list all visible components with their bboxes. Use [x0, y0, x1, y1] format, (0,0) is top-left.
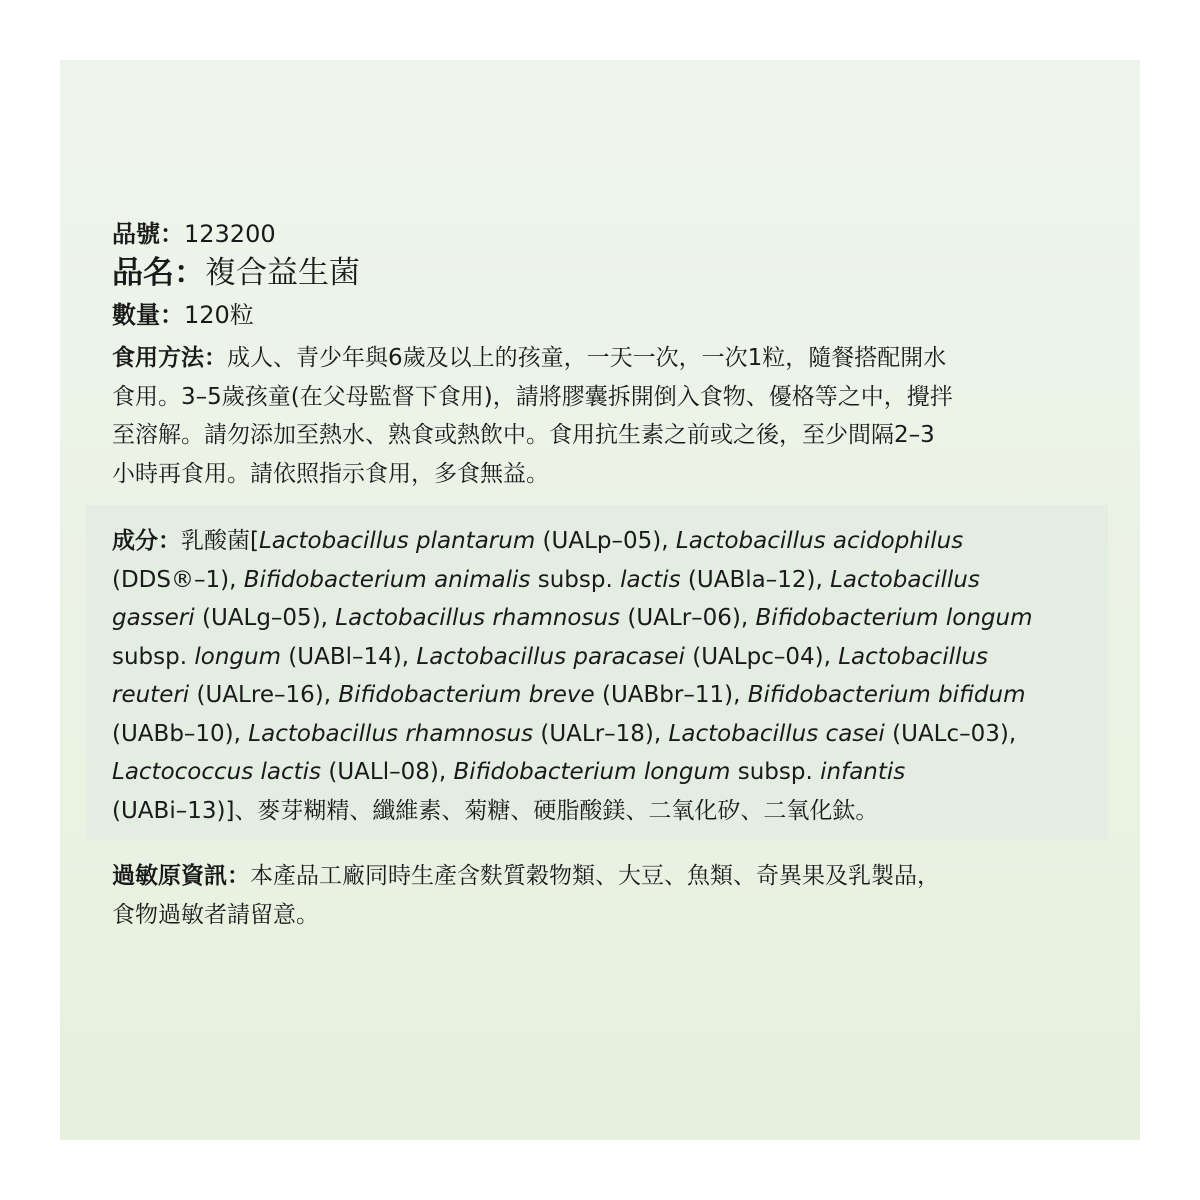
strain-code: (UALre–16),: [189, 682, 339, 708]
species-name: Lactobacillus: [830, 566, 980, 593]
species-name: Lactobacillus: [838, 643, 988, 670]
ingredients-text: 乳酸菌[: [181, 528, 259, 554]
usage-line: 小時再食用。請依照指示食用，多食無益。: [112, 460, 549, 487]
ingredients-line: [112, 753, 1092, 792]
item-number-row: [112, 214, 276, 254]
species-name: Lactobacillus paracasei: [416, 643, 685, 670]
strain-code: (UALc–03),: [884, 720, 1017, 747]
allergen-label: 過敏原資訊：: [112, 863, 250, 889]
ingredients-line: [112, 638, 1092, 677]
ingredients-section: [112, 522, 1092, 830]
subsp-text: subsp.: [730, 759, 821, 785]
ingredients-line: [112, 522, 1092, 561]
species-name: Bifidobacterium longum: [755, 605, 1033, 631]
usage-section: [112, 339, 1092, 493]
subsp-text: subsp.: [112, 643, 195, 670]
usage-line: [112, 339, 1092, 378]
ingredients-line: [112, 676, 1092, 715]
species-name: gasseri: [112, 605, 195, 631]
species-name: Lactobacillus casei: [668, 720, 885, 747]
product-name-label: 品名：: [112, 255, 205, 291]
allergen-text: 本產品工廠同時生產含麩質穀物類、大豆、魚類、奇異果及乳製品，: [250, 863, 940, 889]
species-name: Bifidobacterium animalis: [243, 566, 531, 593]
quantity-value: 120粒: [184, 301, 254, 329]
allergen-line: 食物過敏者請留意。: [112, 901, 319, 928]
species-name: Bifidobacterium breve: [338, 682, 595, 708]
ingredients-label: 成分：: [112, 528, 181, 554]
usage-text: 成人、青少年與6歲及以上的孩童，一天一次，一次1粒，隨餐搭配開水: [227, 345, 947, 371]
species-name: Lactobacillus rhamnosus: [335, 605, 621, 631]
allergen-section: [112, 857, 1092, 934]
strain-code: (UALr–18),: [533, 720, 669, 747]
species-name: Lactobacillus plantarum: [258, 528, 536, 554]
strain-code: (UABbr–11),: [594, 682, 748, 708]
strain-code: (UABl–14),: [281, 643, 417, 670]
strain-code: (UALpc–04),: [684, 643, 839, 670]
species-name: infantis: [820, 759, 906, 785]
species-name: Lactobacillus rhamnosus: [248, 720, 534, 747]
ingredients-line: [112, 715, 1092, 754]
species-name: Bifidobacterium bifidum: [747, 682, 1026, 708]
species-name: longum: [194, 643, 281, 670]
subsp-text: subsp.: [530, 566, 621, 593]
ingredients-text: (UABi–13)]、麥芽糊精、纖維素、菊糖、硬脂酸鎂、二氧化矽、二氧化鈦。: [112, 797, 879, 824]
strain-code: (UABla–12),: [680, 566, 831, 593]
strain-code: (UABb–10),: [112, 720, 249, 747]
product-name-value: 複合益生菌: [205, 255, 360, 291]
usage-label: 食用方法：: [112, 345, 227, 371]
strain-code: (UALr–06),: [620, 605, 756, 631]
strain-code: (UALl–08),: [321, 759, 454, 785]
ingredients-line: [112, 599, 1092, 638]
strain-code: (UALg–05),: [194, 605, 336, 631]
usage-line: 食用。3–5歲孩童(在父母監督下食用)，請將膠囊拆開倒入食物、優格等之中，攪拌: [112, 383, 953, 410]
item-number-value: 123200: [184, 220, 276, 248]
species-name: Lactobacillus acidophilus: [675, 528, 964, 554]
strain-code: (UALp–05),: [535, 528, 676, 554]
quantity-row: [112, 295, 254, 335]
species-name: lactis: [620, 566, 681, 593]
ingredients-line: [112, 561, 1092, 600]
item-number-label: 品號：: [112, 220, 184, 248]
species-name: Bifidobacterium longum: [453, 759, 731, 785]
quantity-label: 數量：: [112, 301, 184, 329]
species-name: Lactococcus lactis: [112, 759, 322, 785]
allergen-line: [112, 857, 1092, 896]
ingredients-line: [112, 792, 1092, 831]
strain-code: (DDS®–1),: [112, 566, 244, 593]
usage-line: 至溶解。請勿添加至熱水、熟食或熱飲中。食用抗生素之前或之後，至少間隔2–3: [112, 422, 935, 448]
product-name-row: [112, 251, 360, 295]
species-name: reuteri: [112, 682, 190, 708]
